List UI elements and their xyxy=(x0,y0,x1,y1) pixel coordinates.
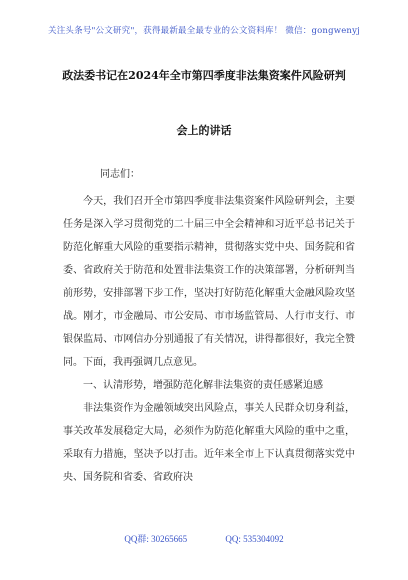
header-banner: 关注头条号"公文研究"，获得最新最全最专业的公文资料库！ 微信：gongwenyj xyxy=(48,26,360,36)
salutation: 同志们： xyxy=(100,169,140,180)
section-heading-1: 一、认清形势，增强防范化解非法集资的责任感紧迫感 xyxy=(83,380,323,391)
paragraph-2: 非法集资作为金融领域突出风险点，事关人民群众切身利益，事关改革发展稳定大局，必须作为防范化解重大风险的重中之重，采取有力措施，坚决予以打击。近年来全市上下认真贯彻落实党中央、国务院和省委、省政府决 xyxy=(63,403,355,483)
paragraph-1: 今天，我们召开全市第四季度非法集资案件风险研判会，主要任务是深入学习贯彻党的二十届三中全会精神和习近平总书记关于防范化解重大风险的重要指示精神，贯彻落实党中央、国务院和省委、省政府关于防范和处置非法集资工作的决策部署，分析研判当前形势，安排部署下步工作，坚决打好防范化解重大金融风险攻坚战。刚才，市金融局、市公安局、市市场监管局、人行市支行、市银保监局、市网信办分别通报了有关情况，讲得都很好，我完全赞同。下面，我再强调几点意见。 xyxy=(63,196,355,368)
document-body xyxy=(63,190,355,489)
footer-qq-group: QQ群: 30265665 xyxy=(124,534,188,544)
footer-qq: QQ: 535304092 xyxy=(225,534,284,544)
document-title-line1: 政法委书记在2024年全市第四季度非法集资案件风险研判 xyxy=(62,69,346,82)
footer xyxy=(0,532,408,545)
document-title-line2: 会上的讲话 xyxy=(176,124,232,137)
